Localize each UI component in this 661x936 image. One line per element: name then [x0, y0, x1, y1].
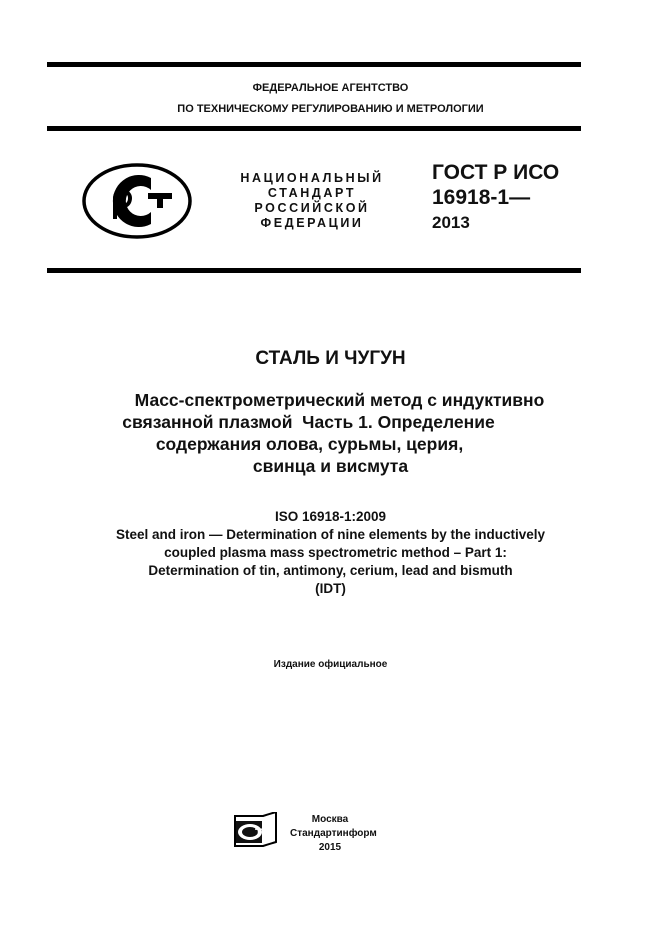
svg-text:ТИ: ТИ	[255, 826, 271, 840]
iso-line-1: Steel and iron — Determination of nine elements by the inductively	[115, 527, 546, 542]
designation-year: 2013	[432, 213, 470, 232]
subtitle-line-3: содержания олова, сурьмы, церия,	[155, 434, 464, 454]
iso-code: ISO 16918-1:2009	[274, 509, 387, 524]
agency-line-1: ФЕДЕРАЛЬНОЕ АГЕНТСТВО	[252, 82, 409, 94]
iso-line-3: Determination of tin, antimony, cerium, lead and bismuth	[148, 563, 513, 578]
publisher-year: 2015	[318, 842, 342, 853]
subtitle-line-2: связанной плазмой Часть 1. Определение	[122, 412, 495, 432]
agency-name	[0, 78, 661, 120]
publisher-name: Стандартинформ	[290, 828, 377, 839]
document-subtitle	[0, 389, 661, 477]
designation-line-2: 16918-1—	[432, 186, 531, 209]
publisher-info	[290, 813, 377, 855]
subtitle-line-1: Масс-спектрометрический метод с индуктивно	[134, 390, 545, 410]
document-title: СТАЛЬ И ЧУГУН	[255, 348, 406, 369]
national-line-4: ФЕДЕРАЦИИ	[260, 216, 364, 230]
publisher-city: Москва	[311, 814, 349, 825]
header-rule	[47, 126, 581, 131]
national-line-1: НАЦИОНАЛЬНЫЙ	[240, 171, 384, 185]
edition-label: Издание официальное	[273, 659, 388, 670]
agency-line-2: ПО ТЕХНИЧЕСКОМУ РЕГУЛИРОВАНИЮ И МЕТРОЛОГИИ	[177, 103, 484, 115]
rst-logo-icon	[81, 162, 193, 245]
iso-line-4: (IDT)	[315, 581, 346, 596]
top-rule	[47, 62, 581, 67]
national-standard-label	[232, 171, 392, 231]
national-line-3: РОССИЙСКОЙ	[254, 201, 370, 215]
national-line-2: СТАНДАРТ	[267, 186, 357, 200]
standartinform-logo-icon	[233, 812, 277, 855]
standard-block-rule	[47, 268, 581, 273]
iso-reference	[0, 508, 661, 598]
standard-designation	[432, 160, 559, 235]
designation-line-1: ГОСТ Р ИСО	[432, 161, 560, 184]
subtitle-line-4: свинца и висмута	[252, 456, 409, 476]
iso-line-2: coupled plasma mass spectrometric method – Part 1:	[164, 545, 507, 560]
